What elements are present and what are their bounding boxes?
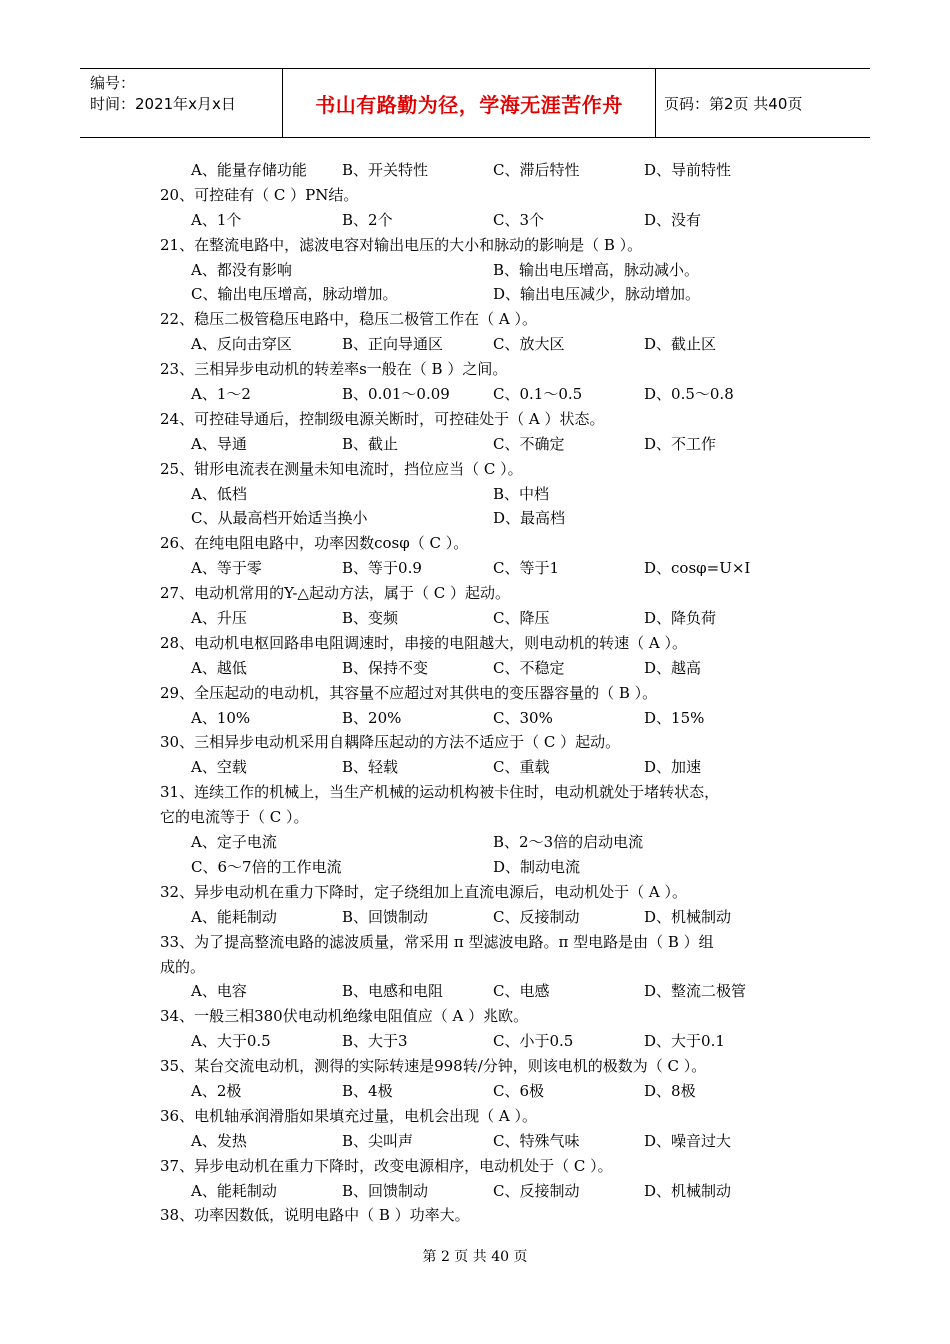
answer-option: A、大于0.5 [191, 1032, 271, 1051]
page-footer: 第 2 页 共 40 页 [422, 1249, 528, 1265]
answer-option: D、截止区 [644, 335, 717, 354]
answer-option: D、cosφ=U×I [644, 559, 751, 578]
answer-option: B、回馈制动 [342, 1181, 429, 1200]
question-text: 28、电动机电枢回路串电阻调速时，串接的电阻越大，则电动机的转速（ A ）。 [160, 633, 687, 652]
answer-option: D、8极 [644, 1081, 696, 1100]
answer-option: D、越高 [644, 658, 702, 677]
question-text: 37、异步电动机在重力下降时，改变电源相序，电动机处于（ C ）。 [160, 1156, 613, 1175]
question-text: 33、为了提高整流电路的滤波质量，常采用 π 型滤波电路。π 型电路是由（ B ）组 [160, 932, 714, 951]
page-header [80, 68, 870, 138]
answer-option: D、15% [644, 708, 705, 727]
answer-option: D、机械制动 [644, 907, 732, 926]
answer-option: A、发热 [191, 1131, 247, 1150]
question-text: 31、连续工作的机械上，当生产机械的运动机构被卡住时，电动机就处于堵转状态， [160, 783, 720, 802]
answer-option: C、滞后特性 [493, 161, 580, 179]
answer-options-row [160, 482, 800, 507]
question-text: 30、三相异步电动机采用自耦降压起动的方法不适应于（ C ）起动。 [160, 733, 621, 752]
answer-option: D、机械制动 [644, 1181, 732, 1200]
header-motto: 书山有路勤为径，学海无涯苦作舟 [283, 69, 656, 137]
answer-option: A、导通 [191, 434, 247, 453]
answer-options-row [160, 1079, 800, 1104]
answer-option: A、等于零 [191, 559, 262, 578]
answer-options-row [160, 1129, 800, 1154]
answer-option: A、升压 [191, 609, 247, 628]
question-text: 34、一般三相380伏电动机绝缘电阻值应（ A ）兆欧。 [160, 1007, 529, 1026]
answer-option: B、大于3 [342, 1032, 408, 1051]
answer-options-row [160, 830, 800, 855]
answer-options-row [160, 332, 800, 357]
answer-option: B、保持不变 [342, 658, 429, 677]
answer-option: B、2～3倍的启动电流 [493, 833, 644, 852]
answer-options-row [160, 1179, 800, 1204]
answer-option: B、20% [342, 708, 402, 727]
header-meta [80, 69, 283, 137]
answer-option: B、正向导通区 [342, 335, 444, 354]
answer-option: C、不确定 [493, 434, 565, 453]
answer-option: C、小于0.5 [493, 1032, 574, 1051]
answer-option: B、电感和电阻 [342, 982, 444, 1001]
document-date: 时间：2021年x月x日 [90, 95, 236, 113]
question-text: 32、异步电动机在重力下降时，定子绕组加上直流电源后，电动机处于（ A ）。 [160, 882, 687, 901]
answer-option: A、能耗制动 [191, 1181, 277, 1200]
question-text: 36、电机轴承润滑脂如果填充过量，电机会出现（ A ）。 [160, 1106, 537, 1125]
answer-option: B、开关特性 [342, 161, 429, 179]
answer-option: A、1～2 [191, 385, 251, 404]
question-text: 38、功率因数低，说明电路中（ B ）功率大。 [160, 1206, 470, 1225]
answer-option: B、变频 [342, 609, 399, 628]
answer-option: B、中档 [493, 484, 550, 503]
question-text: 21、在整流电路中，滤波电容对输出电压的大小和脉动的影响是（ B ）。 [160, 235, 643, 254]
answer-option: C、0.1～0.5 [493, 385, 583, 404]
answer-option: A、反向击穿区 [191, 335, 292, 354]
answer-options-row [160, 606, 800, 631]
answer-options-row [160, 1029, 800, 1054]
answer-options-row [160, 506, 800, 531]
answer-option: B、4极 [342, 1081, 393, 1100]
question-text: 22、稳压二极管稳压电路中，稳压二极管工作在（ A ）。 [160, 310, 537, 329]
answer-options-row [160, 855, 800, 880]
header-page-info: 页码：第2页 共40页 [664, 94, 803, 113]
answer-option: A、能量存储功能 [191, 161, 307, 179]
answer-option: D、最高档 [493, 509, 566, 528]
answer-option: A、定子电流 [191, 833, 277, 852]
answer-option: B、输出电压增高，脉动减小。 [493, 260, 700, 279]
answer-option: D、大于0.1 [644, 1032, 725, 1051]
answer-options-row [160, 755, 800, 780]
answer-options-row [160, 905, 800, 930]
answer-options-row [160, 282, 800, 307]
answer-option: D、导前特性 [644, 161, 732, 179]
answer-option: C、降压 [493, 609, 550, 628]
answer-option: A、电容 [191, 982, 247, 1001]
answer-options-row [160, 258, 800, 283]
answer-option: B、等于0.9 [342, 559, 422, 578]
answer-option: B、尖叫声 [342, 1131, 414, 1150]
answer-option: B、截止 [342, 434, 399, 453]
answer-option: D、整流二极管 [644, 982, 747, 1001]
answer-option: A、空载 [191, 758, 247, 777]
answer-option: D、0.5～0.8 [644, 385, 734, 404]
answer-option: C、30% [493, 708, 553, 727]
answer-options-row [160, 556, 800, 581]
answer-option: A、1个 [191, 210, 242, 229]
document-number-label: 编号： [90, 74, 136, 92]
answer-option: A、能耗制动 [191, 907, 277, 926]
answer-option: C、特殊气味 [493, 1131, 580, 1150]
answer-option: B、0.01～0.09 [342, 385, 450, 404]
question-text: 29、全压起动的电动机，其容量不应超过对其供电的变压器容量的（ B ）。 [160, 683, 658, 702]
question-text: 25、钳形电流表在测量未知电流时，挡位应当（ C ）。 [160, 459, 523, 478]
answer-options-row [160, 432, 800, 457]
answer-options-row [160, 706, 800, 731]
answer-option: C、等于1 [493, 559, 560, 578]
question-text: 24、可控硅导通后，控制级电源关断时，可控硅处于（ A ）状态。 [160, 409, 605, 428]
answer-options-row [160, 382, 800, 407]
answer-option: D、加速 [644, 758, 702, 777]
answer-option: C、不稳定 [493, 658, 565, 677]
answer-option: A、10% [191, 708, 251, 727]
answer-option: D、降负荷 [644, 609, 717, 628]
answer-option: C、重载 [493, 758, 550, 777]
question-continuation: 它的电流等于（ C ）。 [160, 808, 309, 827]
question-continuation: 成的。 [160, 957, 206, 976]
answer-options-row [160, 208, 800, 233]
answer-option: C、3个 [493, 210, 545, 229]
answer-option: C、放大区 [493, 335, 565, 354]
answer-option: C、6～7倍的工作电流 [191, 857, 342, 876]
answer-option: C、电感 [493, 982, 550, 1001]
answer-option: A、都没有影响 [191, 260, 292, 279]
answer-option: C、反接制动 [493, 1181, 580, 1200]
question-text: 26、在纯电阻电路中，功率因数cosφ（ C ）。 [160, 534, 469, 553]
question-text: 35、某台交流电动机，测得的实际转速是998转/分钟，则该电机的极数为（ C ）。 [160, 1057, 707, 1076]
answer-option: C、从最高档开始适当换小 [191, 509, 368, 528]
question-text: 27、电动机常用的Y-△起动方法，属于（ C ）起动。 [160, 584, 510, 603]
answer-option: C、反接制动 [493, 907, 580, 926]
question-text: 20、可控硅有（ C ）PN结。 [160, 185, 359, 204]
answer-option: A、2极 [191, 1081, 242, 1100]
answer-option: B、回馈制动 [342, 907, 429, 926]
answer-option: A、越低 [191, 658, 247, 677]
answer-option: C、6极 [493, 1081, 545, 1100]
answer-option: B、2个 [342, 210, 393, 229]
answer-option: D、制动电流 [493, 857, 581, 876]
question-list [160, 158, 800, 1228]
answer-option: D、噪音过大 [644, 1131, 732, 1150]
answer-options-row [160, 979, 800, 1004]
question-text: 23、三相异步电动机的转差率s一般在（ B ）之间。 [160, 360, 508, 379]
answer-option: D、没有 [644, 210, 702, 229]
answer-option: C、输出电压增高，脉动增加。 [191, 285, 398, 304]
answer-option: B、轻载 [342, 758, 399, 777]
answer-option: D、输出电压减少，脉动增加。 [493, 285, 701, 304]
answer-options-row [160, 656, 800, 681]
answer-options-row [160, 158, 800, 183]
answer-option: A、低档 [191, 484, 247, 503]
answer-option: D、不工作 [644, 434, 717, 453]
